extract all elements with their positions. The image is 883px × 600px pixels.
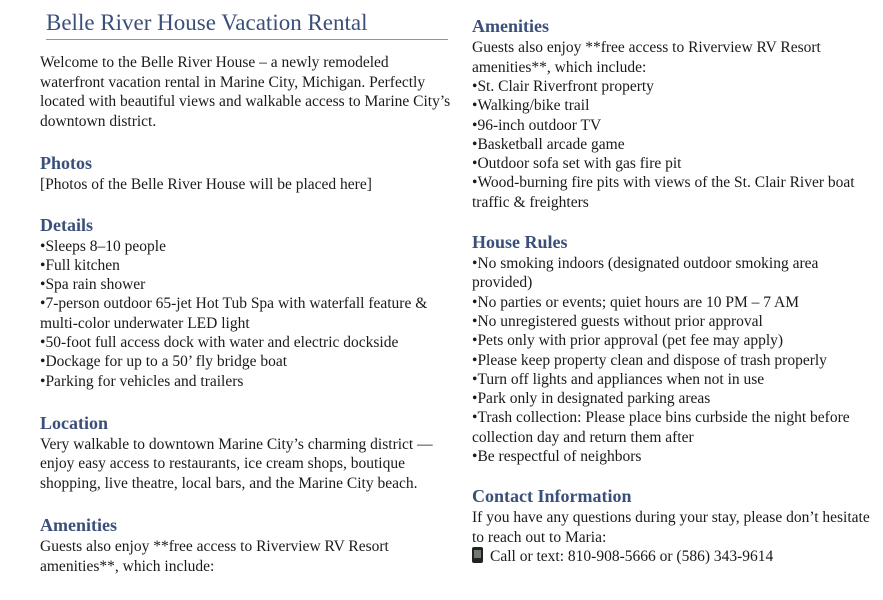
- amenities-list: [472, 77, 872, 212]
- amenities-intro: Guests also enjoy **free access to Riverview RV Resort amenities**, which include:: [40, 538, 389, 575]
- list-item: • Be respectful of neighbors: [472, 447, 872, 466]
- list-item: • 50-foot full access dock with water and electric dockside: [40, 333, 452, 352]
- list-item: • No parties or events; quiet hours are 10 PM – 7 AM: [472, 293, 872, 312]
- list-item: • Dockage for up to a 50’ fly bridge boat: [40, 352, 452, 371]
- list-item: • Trash collection: Please place bins curbside the night before collection day and return them after: [472, 408, 872, 447]
- list-item: • Outdoor sofa set with gas fire pit: [472, 154, 872, 173]
- phone-numbers: Call or text: 810-908-5666 or (586) 343-9614: [490, 548, 774, 566]
- list-item: • Basketball arcade game: [472, 135, 872, 154]
- photos-placeholder: [Photos of the Belle River House will be placed here]: [40, 176, 372, 193]
- contact-paragraph: If you have any questions during your stay, please don’t hesitate to reach out to Maria:: [472, 509, 870, 546]
- list-item: • Wood-burning fire pits with views of the St. Clair River boat traffic & freighters: [472, 173, 872, 212]
- list-item: • Turn off lights and appliances when not in use: [472, 370, 872, 389]
- list-item: • Please keep property clean and dispose of trash properly: [472, 351, 872, 370]
- house-rules-heading: House Rules: [472, 232, 568, 253]
- list-item: • 96-inch outdoor TV: [472, 116, 872, 135]
- list-item: • Spa rain shower: [40, 275, 452, 294]
- house-rules-list: [472, 254, 872, 466]
- amenities-heading: Amenities: [40, 515, 117, 536]
- page-title: Belle River House Vacation Rental: [46, 8, 448, 40]
- list-item: • Park only in designated parking areas: [472, 389, 872, 408]
- left-column: [40, 0, 452, 576]
- list-item: • Parking for vehicles and trailers: [40, 372, 452, 391]
- list-item: • No unregistered guests without prior approval: [472, 312, 872, 331]
- list-item: • St. Clair Riverfront property: [472, 77, 872, 96]
- list-item: • No smoking indoors (designated outdoor smoking area provided): [472, 254, 872, 293]
- photos-heading: Photos: [40, 153, 93, 173]
- list-item: • Sleeps 8–10 people: [40, 237, 452, 256]
- right-column: [472, 0, 872, 567]
- details-list: [40, 237, 452, 391]
- list-item: • Full kitchen: [40, 256, 452, 275]
- list-item: • Walking/bike trail: [472, 96, 872, 115]
- amenities-intro: Guests also enjoy **free access to Riverview RV Resort amenities**, which include:: [472, 39, 821, 76]
- list-item: • Pets only with prior approval (pet fee may apply): [472, 331, 872, 350]
- details-heading: Details: [40, 214, 93, 235]
- list-item: • 7-person outdoor 65-jet Hot Tub Spa with waterfall feature & multi-color underwater LED light: [40, 294, 452, 333]
- mobile-phone-icon: [472, 547, 483, 563]
- location-heading: Location: [40, 412, 109, 433]
- intro-paragraph: Welcome to the Belle River House – a newly remodeled waterfront vacation rental in Marine City, Michigan. Perfectly located with beautiful views and walkable access to Marine City’s downtown district.: [40, 54, 451, 130]
- contact-phone-line: [472, 547, 872, 567]
- contact-heading: Contact Information: [472, 486, 632, 507]
- location-paragraph: Very walkable to downtown Marine City’s charming district — enjoy easy access to restaurants, ice cream shops, boutique shopping, live theatre, local bars, and the Marine City beach.: [40, 435, 433, 492]
- amenities-heading: Amenities: [472, 16, 549, 36]
